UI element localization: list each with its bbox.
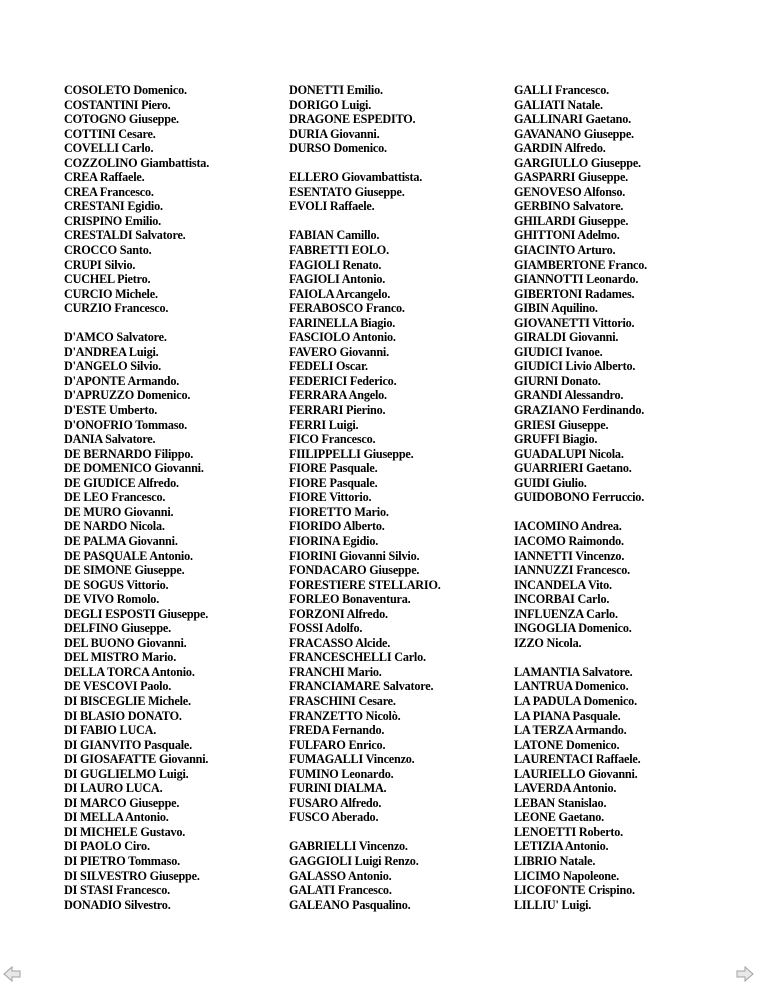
name-entry: FUMINO Leonardo. [289,766,394,781]
name-entry: FONDACARO Giuseppe. [289,563,420,578]
arrow-left-icon [3,965,21,983]
name-entry: FASCIOLO Antonio. [289,330,396,345]
name-entry: IACOMINO Andrea. [514,519,622,534]
name-entry: COSTANTINI Piero. [64,97,171,112]
name-entry: FIORETTO Mario. [289,504,389,519]
name-entry: CURCIO Michele. [64,286,158,301]
name-entry: DI GIANVITO Pasquale. [64,737,192,752]
name-entry: GIUDICI Livio Alberto. [514,359,636,374]
name-entry: FRANCIAMARE Salvatore. [289,679,434,694]
name-entry: DE NARDO Nicola. [64,519,165,534]
name-entry: FEDERICI Federico. [289,373,397,388]
name-entry: INCANDELA Vito. [514,577,612,592]
previous-page-button[interactable] [3,965,21,983]
name-entry: LICIMO Napoleone. [514,868,619,883]
name-entry: DEL BUONO Giovanni. [64,635,187,650]
name-entry: LATONE Domenico. [514,737,620,752]
name-entry: FABIAN Camillo. [289,228,380,243]
name-entry: GERBINO Salvatore. [514,199,624,214]
name-entry: FORLEO Bonaventura. [289,592,411,607]
name-entry: DURSO Domenico. [289,141,387,156]
name-entry: FRANCESCHELLI Carlo. [289,650,426,665]
name-entry: DE BERNARDO Filippo. [64,446,194,461]
name-entry: FUSARO Alfredo. [289,795,382,810]
blank-line [289,214,441,229]
name-entry: GRAZIANO Ferdinando. [514,403,645,418]
name-entry: GALLI Francesco. [514,83,609,97]
name-entry: ELLERO Giovambattista. [289,170,423,185]
name-entry: FERABOSCO Franco. [289,301,405,316]
name-entry: D'ANDREA Luigi. [64,344,159,359]
name-entry: GIBIN Aquilino. [514,301,598,316]
name-entry: GIAMBERTONE Franco. [514,257,647,272]
name-entry: LEONE Gaetano. [514,810,604,825]
name-entry: GUIDOBONO Ferruccio. [514,490,645,505]
name-entry: GIOVANETTI Vittorio. [514,315,635,330]
name-entry: GUIDI Giulio. [514,475,587,490]
name-entry: FAIOLA Arcangelo. [289,286,391,301]
arrow-right-icon [736,965,754,983]
name-entry: DONETTI Emilio. [289,83,383,97]
name-entry: GALIATI Natale. [514,97,603,112]
name-entry: FREDA Fernando. [289,723,385,738]
name-entry: CRISPINO Emilio. [64,213,162,228]
blank-line [64,316,209,331]
name-entry: DANIA Salvatore. [64,432,156,447]
name-entry: DI BLASIO DONATO. [64,708,182,723]
name-entry: COTTINI Cesare. [64,126,156,141]
name-entry: DI LAURO LUCA. [64,781,163,796]
name-entry: FERRI Luigi. [289,417,359,432]
name-entry: FRANCHI Mario. [289,664,382,679]
name-entry: GARDIN Alfredo. [514,141,606,156]
name-entry: DE PALMA Giovanni. [64,533,178,548]
name-entry: CURZIO Francesco. [64,301,169,316]
name-entry: GIBERTONI Radames. [514,286,635,301]
name-entry: DE PASQUALE Antonio. [64,548,193,563]
name-entry: COSOLETO Domenico. [64,83,187,97]
name-entry: GARGIULLO Giuseppe. [514,155,641,170]
name-entry: DI PAOLO Ciro. [64,839,150,854]
name-entry: GASPARRI Giuseppe. [514,170,629,185]
name-entry: LIBRIO Natale. [514,853,596,868]
name-entry: FORZONI Alfredo. [289,606,388,621]
name-entry: FOSSI Adolfo. [289,621,363,636]
name-entry: GHITTONI Adelmo. [514,228,620,243]
name-entry: LAURIELLO Giovanni. [514,766,638,781]
name-entry: DORIGO Luigi. [289,97,372,112]
name-entry: D'APRUZZO Domenico. [64,388,191,403]
name-entry: CRESTANI Egidio. [64,199,163,214]
name-entry: DI STASI Francesco. [64,883,170,898]
name-entry: GALASSO Antonio. [289,868,392,883]
name-entry: FABRETTI EOLO. [289,243,389,258]
name-entry: DI PIETRO Tommaso. [64,853,180,868]
name-entry: GUADALUPI Nicola. [514,446,624,461]
name-entry: DE MURO Giovanni. [64,504,174,519]
name-entry: LAVERDA Antonio. [514,781,617,796]
name-entry: FERRARI Pierino. [289,403,386,418]
name-entry: ESENTATO Giuseppe. [289,184,405,199]
name-column-2 [289,83,441,912]
name-entry: DRAGONE ESPEDITO. [289,112,416,127]
name-entry: CREA Raffaele. [64,170,145,185]
name-entry: FIILIPPELLI Giuseppe. [289,446,414,461]
name-entry: LILLIU' Luigi. [514,897,592,912]
name-entry: DI MICHELE Gustavo. [64,824,186,839]
name-entry: GIRALDI Giovanni. [514,330,619,345]
name-entry: EVOLI Raffaele. [289,199,375,214]
name-entry: GRANDI Alessandro. [514,388,624,403]
name-entry: GALLINARI Gaetano. [514,112,631,127]
name-entry: GAVANANO Giuseppe. [514,126,634,141]
name-entry: GIUDICI Ivanoe. [514,344,603,359]
name-entry: DE LEO Francesco. [64,490,166,505]
name-entry: FURINI DIALMA. [289,781,387,796]
name-entry: IANNUZZI Francesco. [514,563,631,578]
name-entry: FORESTIERE STELLARIO. [289,577,441,592]
name-entry: COVELLI Carlo. [64,141,154,156]
name-entry: IZZO Nicola. [514,635,582,650]
name-entry: LICOFONTE Crispino. [514,883,635,898]
name-entry: DI GIOSAFATTE Giovanni. [64,752,209,767]
name-entry: FIORIDO Alberto. [289,519,385,534]
name-entry: DE GIUDICE Alfredo. [64,475,179,490]
name-entry: DONADIO Silvestro. [64,897,171,912]
blank-line [514,505,647,520]
name-entry: FRANZETTO Nicolò. [289,708,401,723]
name-entry: DI FABIO LUCA. [64,723,157,738]
name-entry: GALATI Francesco. [289,883,392,898]
next-page-button[interactable] [736,965,754,983]
name-entry: D'ANGELO Silvio. [64,359,162,374]
blank-line [514,650,647,665]
name-entry: FAGIOLI Renato. [289,257,382,272]
name-entry: GABRIELLI Vincenzo. [289,839,408,854]
name-entry: DI MARCO Giuseppe. [64,795,180,810]
name-entry: GIACINTO Arturo. [514,243,616,258]
name-entry: LENOETTI Roberto. [514,824,624,839]
blank-line [289,825,441,840]
name-entry: LETIZIA Antonio. [514,839,609,854]
name-entry: D'ONOFRIO Tommaso. [64,417,188,432]
name-entry: GAGGIOLI Luigi Renzo. [289,853,419,868]
name-entry: D'AMCO Salvatore. [64,330,167,345]
name-entry: CUCHEL Pietro. [64,272,151,287]
name-entry: DI SILVESTRO Giuseppe. [64,868,200,883]
name-entry: GRIESI Giuseppe. [514,417,609,432]
name-entry: FIORE Pasquale. [289,475,378,490]
name-entry: FRACASSO Alcide. [289,635,391,650]
name-entry: FUSCO Aberado. [289,810,379,825]
name-entry: DE VESCOVI Paolo. [64,679,172,694]
name-entry: LAMANTIA Salvatore. [514,664,633,679]
name-entry: INFLUENZA Carlo. [514,606,618,621]
name-entry: DEGLI ESPOSTI Giuseppe. [64,606,209,621]
name-column-1 [64,83,209,912]
name-entry: IANNETTI Vincenzo. [514,548,625,563]
name-entry: GIURNI Donato. [514,373,601,388]
name-entry: DELFINO Giuseppe. [64,621,171,636]
name-entry: GUARRIERI Gaetano. [514,461,632,476]
name-entry: INCORBAI Carlo. [514,592,610,607]
name-entry: D'ESTE Umberto. [64,403,158,418]
name-entry: DE DOMENICO Giovanni. [64,461,204,476]
name-entry: LA PADULA Domenico. [514,693,637,708]
name-entry: DEL MISTRO Mario. [64,650,177,665]
name-entry: DI BISCEGLIE Michele. [64,693,191,708]
name-entry: LA PIANA Pasquale. [514,708,621,723]
name-entry: DE SOGUS Vittorio. [64,577,169,592]
name-entry: GALEANO Pasqualino. [289,897,411,912]
blank-line [289,156,441,171]
name-entry: FARINELLA Biagio. [289,315,396,330]
name-entry: CREA Francesco. [64,184,154,199]
name-entry: FIORINI Giovanni Silvio. [289,548,420,563]
name-entry: D'APONTE Armando. [64,373,180,388]
name-entry: FICO Francesco. [289,432,376,447]
name-entry: DE SIMONE Giuseppe. [64,563,185,578]
name-entry: LANTRUA Domenico. [514,679,629,694]
name-entry: DELLA TORCA Antonio. [64,664,195,679]
name-entry: FUMAGALLI Vincenzo. [289,752,415,767]
name-entry: FAGIOLI Antonio. [289,272,386,287]
name-entry: CRUPI Silvio. [64,257,136,272]
name-entry: GHILARDI Giuseppe. [514,213,629,228]
name-entry: FIORE Vittorio. [289,490,372,505]
name-entry: FIORE Pasquale. [289,461,378,476]
name-entry: DI MELLA Antonio. [64,810,169,825]
name-entry: FULFARO Enrico. [289,737,386,752]
name-entry: DURIA Giovanni. [289,126,380,141]
name-entry: FAVERO Giovanni. [289,344,389,359]
name-entry: IACOMO Raimondo. [514,533,624,548]
name-entry: CRESTALDI Salvatore. [64,228,186,243]
name-entry: DI GUGLIELMO Luigi. [64,766,189,781]
name-entry: FERRARA Angelo. [289,388,387,403]
name-entry: COZZOLINO Giambattista. [64,155,210,170]
name-entry: INGOGLIA Domenico. [514,621,632,636]
name-entry: CROCCO Santo. [64,243,152,258]
name-entry: LEBAN Stanislao. [514,795,607,810]
name-entry: DE VIVO Romolo. [64,592,160,607]
name-entry: COTOGNO Giuseppe. [64,112,179,127]
name-entry: LAURENTACI Raffaele. [514,752,641,767]
name-column-3 [514,83,647,912]
name-entry: GRUFFI Biagio. [514,432,598,447]
name-entry: GIANNOTTI Leonardo. [514,272,639,287]
name-entry: FEDELI Oscar. [289,359,368,374]
name-entry: LA TERZA Armando. [514,723,627,738]
name-entry: FRASCHINI Cesare. [289,693,396,708]
name-entry: FIORINA Egidio. [289,533,379,548]
name-entry: GENOVESO Alfonso. [514,184,626,199]
